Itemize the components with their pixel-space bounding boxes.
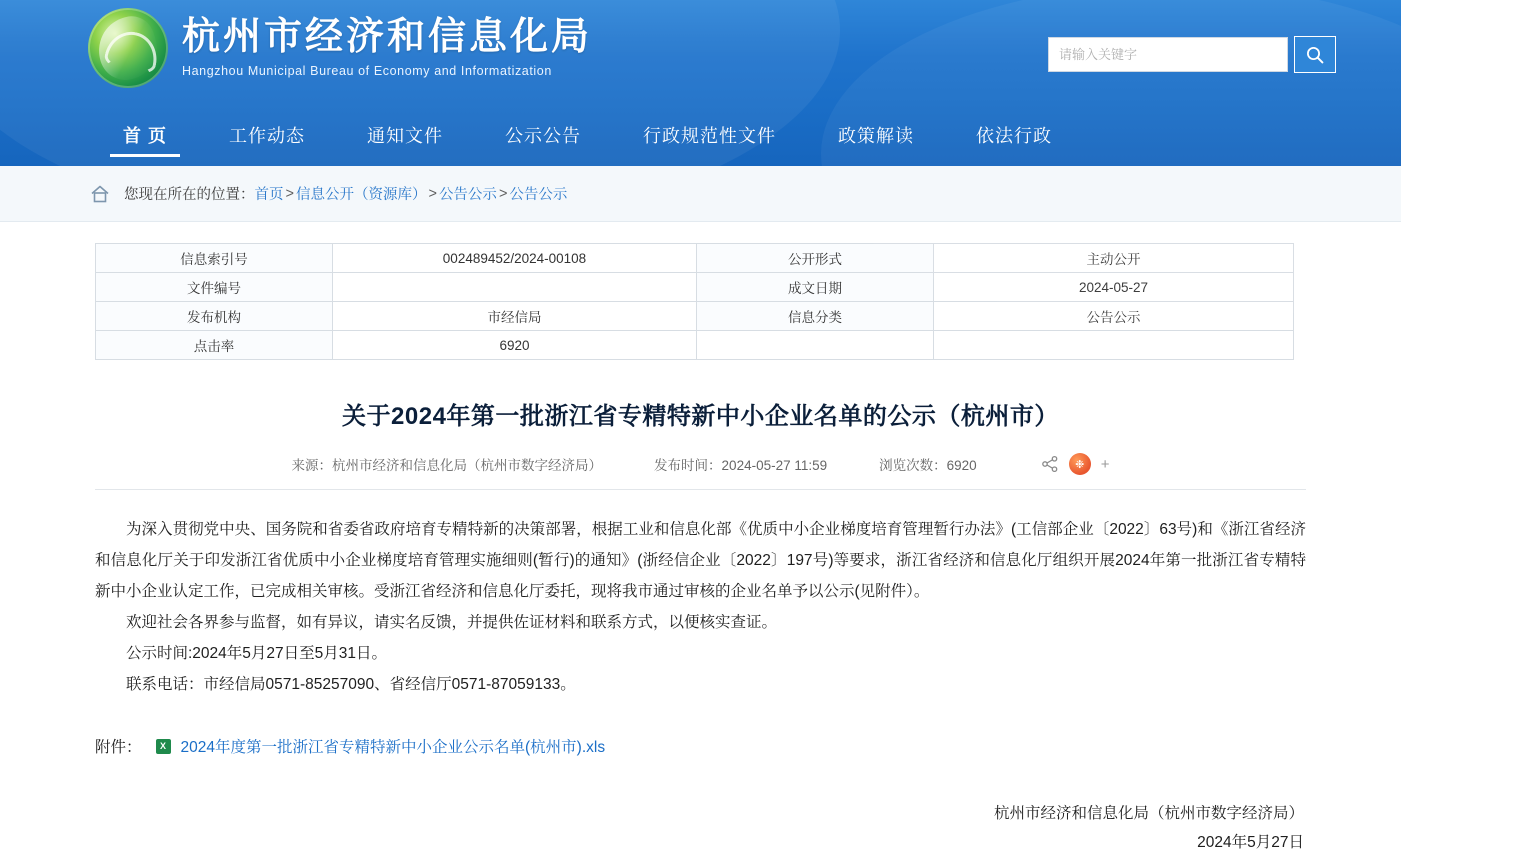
- article-paragraph: 联系电话：市经信局0571-85257090、省经信厅0571-87059133。: [126, 676, 576, 693]
- site-search: [1048, 36, 1336, 73]
- home-icon: [88, 182, 112, 206]
- meta-label-disclosure-form: 公开形式: [697, 244, 934, 273]
- more-share-icon[interactable]: +: [1100, 455, 1110, 473]
- table-row: [96, 273, 1294, 302]
- meta-label-issuing-agency: 发布机构: [96, 302, 333, 331]
- site-header: [0, 0, 1401, 104]
- breadcrumb: [0, 166, 1401, 222]
- brand-title-cn: 杭州市经济和信息化局: [182, 15, 593, 58]
- breadcrumb-item-home[interactable]: 首页: [254, 187, 284, 203]
- search-button[interactable]: [1294, 36, 1336, 73]
- breadcrumb-prefix: 您现在所在的位置：: [124, 187, 255, 203]
- table-row: [96, 244, 1294, 273]
- page-title: 关于2024年第一批浙江省专精特新中小企业名单的公示（杭州市）: [342, 403, 1059, 430]
- breadcrumb-item-announcements[interactable]: 公告公示: [438, 187, 497, 203]
- nav-item-notice-documents[interactable]: 通知文件: [367, 126, 444, 146]
- meta-label-issue-date: 成文日期: [697, 273, 934, 302]
- article-paragraph: 公示时间:2024年5月27日至5月31日。: [126, 645, 388, 662]
- search-input[interactable]: [1048, 37, 1288, 72]
- meta-value-click-rate: 6920: [333, 331, 697, 360]
- site-brand[interactable]: [88, 8, 592, 88]
- brand-text: [182, 15, 593, 78]
- article-paragraph: 欢迎社会各界参与监督，如有异议，请实名反馈，并提供佐证材料和联系方式，以便核实查证。: [126, 614, 778, 631]
- nav-item-rule-of-law[interactable]: 依法行政: [976, 126, 1053, 146]
- hangzhou-bureau-logo-icon: [88, 8, 168, 88]
- breadcrumb-item-announcements-sub[interactable]: 公告公示: [509, 187, 568, 203]
- weibo-icon[interactable]: ❉: [1069, 453, 1091, 475]
- nav-item-policy-interpretation[interactable]: 政策解读: [838, 126, 915, 146]
- article-meta: [95, 453, 1306, 490]
- signoff-organization: 杭州市经济和信息化局（杭州市数字经济局）: [993, 805, 1304, 822]
- article-body: [95, 514, 1306, 700]
- nav-item-work-updates[interactable]: 工作动态: [229, 126, 306, 146]
- meta-value-empty: [934, 331, 1294, 360]
- meta-value-disclosure-form: 主动公开: [934, 244, 1294, 273]
- meta-label-index-number: 信息索引号: [96, 244, 333, 273]
- breadcrumb-item-info-disclosure[interactable]: 信息公开（资源库）: [295, 187, 427, 203]
- article-signoff: [95, 799, 1306, 857]
- nav-item-administrative-documents[interactable]: 行政规范性文件: [643, 126, 777, 146]
- nav-item-home[interactable]: 首 页: [92, 104, 198, 166]
- article-view-count: 浏览次数：6920: [879, 458, 977, 473]
- meta-label-category: 信息分类: [697, 302, 934, 331]
- table-row: [96, 331, 1294, 360]
- brand-title-en: Hangzhou Municipal Bureau of Economy and Informatization: [182, 63, 552, 78]
- main-navigation: [0, 104, 1401, 166]
- meta-value-index-number: 002489452/2024-00108: [333, 244, 697, 273]
- breadcrumb-separator-3: >: [498, 185, 508, 202]
- breadcrumb-separator-1: >: [285, 185, 294, 202]
- attachment-link[interactable]: 2024年度第一批浙江省专精特新中小企业公示名单(杭州市).xls: [180, 739, 606, 756]
- meta-label-empty: [697, 331, 934, 360]
- article-paragraph: 为深入贯彻党中央、国务院和省委省政府培育专精特新的决策部署，根据工业和信息化部《优质中小企业梯度培育管理暂行办法》(工信部企业〔2022〕63号)和《浙江省经济和信息化厅关于印发浙江省优质中小企业梯度培育管理实施细则(暂行)的通知》(浙经信企业〔2022〕197号)等要求，浙江省经济和信息化厅组织开展2024年第一批浙江省专精特新中小企业认定工作，已完成相关审核。受浙江省经济和信息化厅委托，现将我市通过审核的企业名单予以公示(见附件）。: [95, 521, 1306, 600]
- meta-label-document-number: 文件编号: [96, 273, 333, 302]
- search-icon: [1305, 45, 1325, 65]
- attachment-label: 附件：: [95, 739, 142, 756]
- breadcrumb-separator-2: >: [428, 185, 437, 202]
- meta-value-category: 公告公示: [934, 302, 1294, 331]
- page-content: [0, 243, 1401, 857]
- signoff-date: 2024年5月27日: [1197, 834, 1304, 851]
- article-source: 来源：杭州市经济和信息化局（杭州市数字经济局）: [291, 458, 603, 473]
- meta-label-click-rate: 点击率: [96, 331, 333, 360]
- share-group: [1041, 453, 1110, 475]
- meta-value-document-number: [333, 273, 697, 302]
- meta-value-issuing-agency: 市经信局: [333, 302, 697, 331]
- article-publish-time: 发布时间：2024-05-27 11:59: [654, 458, 828, 473]
- table-row: [96, 302, 1294, 331]
- attachment-row: [95, 735, 1306, 757]
- nav-item-public-announcements[interactable]: 公示公告: [505, 126, 582, 146]
- share-icon[interactable]: [1041, 455, 1059, 473]
- xls-file-icon: X: [156, 739, 171, 754]
- meta-value-issue-date: 2024-05-27: [934, 273, 1294, 302]
- document-metadata-table: [95, 243, 1294, 360]
